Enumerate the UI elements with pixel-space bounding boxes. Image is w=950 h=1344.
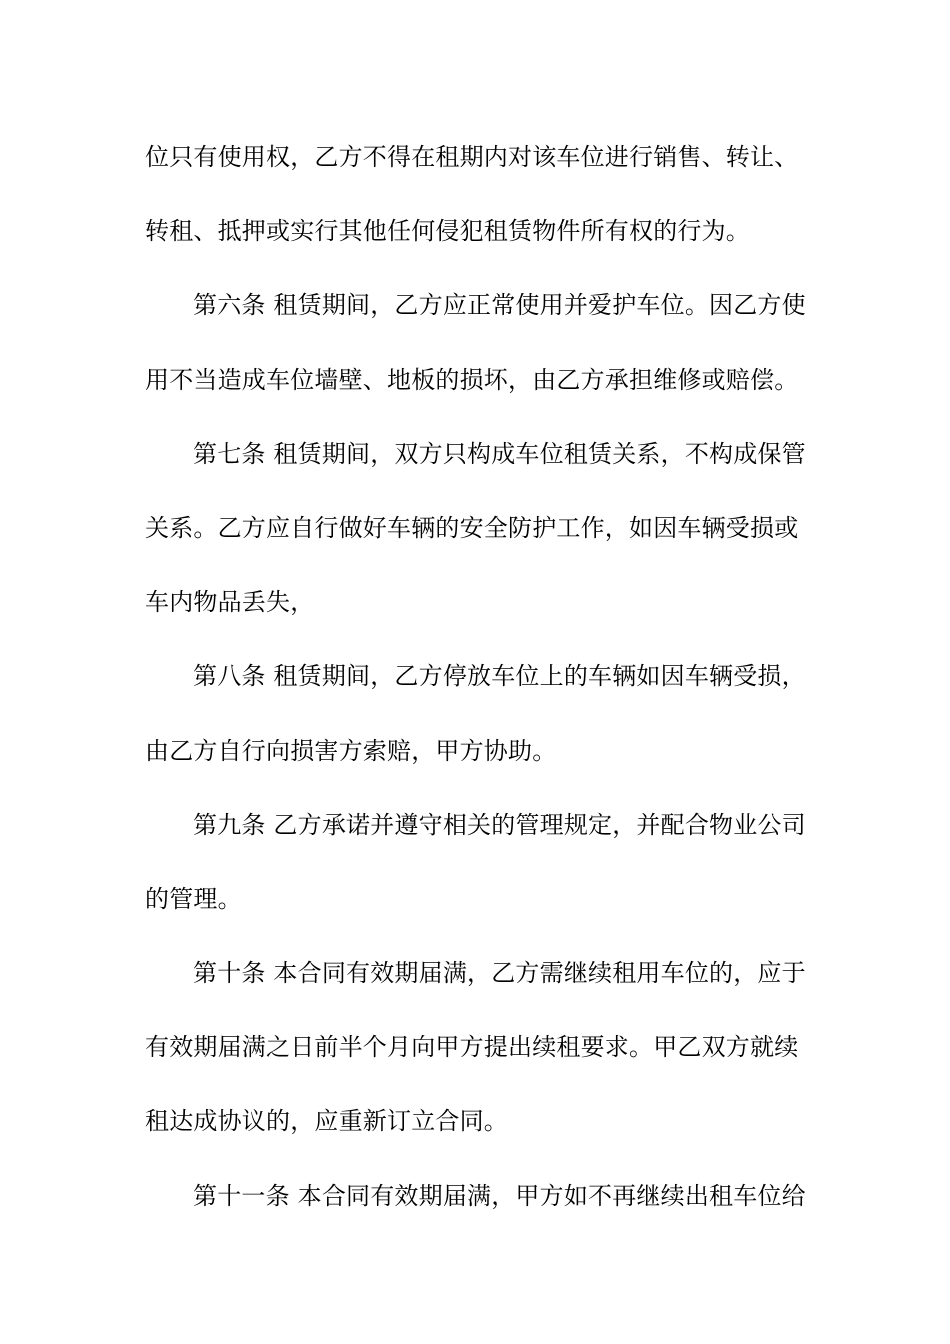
article-10-line: 第十条 本合同有效期届满，乙方需继续租用车位的，应于 [193,959,806,988]
text-line: 关系。乙方应自行做好车辆的安全防护工作，如因车辆受损或 [145,513,799,542]
text-line: 租达成协议的，应重新订立合同。 [145,1107,508,1136]
article-8-line: 第八条 租赁期间，乙方停放车位上的车辆如因车辆受损， [193,662,806,691]
text-line: 由乙方自行向损害方索赔，甲方协助。 [145,736,557,765]
text-line: 车内物品丢失， [145,588,315,617]
text-line: 的管理。 [145,884,242,913]
contract-text [145,127,810,1240]
text-line: 位只有使用权，乙方不得在租期内对该车位进行销售、转让、 [145,143,799,171]
article-7-line: 第七条 租赁期间，双方只构成车位租赁关系，不构成保管 [193,439,806,468]
text-line: 转租、抵押或实行其他任何侵犯租赁物件所有权的行为。 [145,217,750,246]
text-line: 用不当造成车位墙壁、地板的损坏，由乙方承担维修或赔偿。 [145,365,799,394]
article-9-line: 第九条 乙方承诺并遵守相关的管理规定，并配合物业公司 [193,810,806,839]
article-6-line: 第六条 租赁期间，乙方应正常使用并爱护车位。因乙方使 [193,291,806,320]
text-line: 有效期届满之日前半个月向甲方提出续租要求。甲乙双方就续 [145,1033,799,1062]
article-11-line: 第十一条 本合同有效期届满，甲方如不再继续出租车位给 [193,1181,806,1210]
